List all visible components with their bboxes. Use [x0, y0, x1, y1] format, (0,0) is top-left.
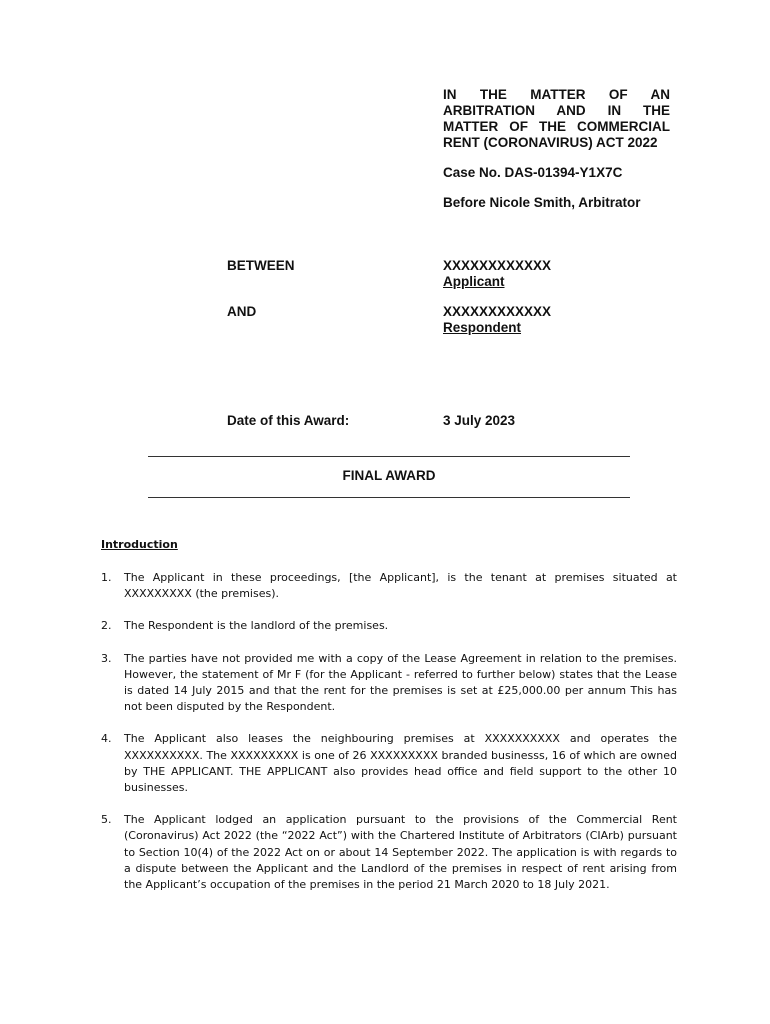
- matter-heading-block: [443, 87, 670, 211]
- award-date-value: 3 July 2023: [443, 413, 516, 428]
- between-label: BETWEEN: [227, 258, 295, 273]
- arbitrator-line: Before Nicole Smith, Arbitrator: [443, 195, 641, 210]
- respondent-name: XXXXXXXXXXXX: [443, 304, 552, 319]
- list-item: [101, 731, 677, 796]
- paragraph-text: The Respondent is the landlord of the premises.: [124, 619, 389, 633]
- paragraph-text: The Applicant in these proceedings, [the Applicant], is the tenant at premises situated at XXXXXXXXX (the premises).: [124, 571, 677, 601]
- paragraph-text: The Applicant lodged an application pursuant to the provisions of the Commercial Rent (Coronavirus) Act 2022 (the “2022 Act”) with the Chartered Institute of Arbitrators (CIArb) pursuant to Section 10(4) of the 2022 Act on or about 14 September 2022. The application is with regards to a dispute between the Applicant and the Landlord of the premises in respect of rent arising from the Applicant’s occupation of the premises in the period 21 March 2020 to 18 July 2021.: [124, 813, 677, 892]
- matter-title: IN THE MATTER OF AN ARBITRATION AND IN THE MATTER OF THE COMMERCIAL RENT (CORONAVIRUS) ACT 2022: [443, 87, 670, 150]
- applicant-role: Applicant: [443, 274, 505, 289]
- applicant-party: [443, 258, 551, 290]
- list-item: [101, 651, 677, 716]
- list-item: [101, 812, 677, 893]
- paragraph-number: 5.: [101, 813, 112, 827]
- list-item: [101, 618, 677, 634]
- case-number: Case No. DAS-01394-Y1X7C: [443, 165, 623, 180]
- paragraph-number: 4.: [101, 732, 112, 746]
- top-divider: [148, 456, 630, 457]
- respondent-party: [443, 304, 551, 336]
- and-label: AND: [227, 304, 257, 319]
- list-item: [101, 570, 677, 602]
- paragraph-text: The parties have not provided me with a copy of the Lease Agreement in relation to the premises. However, the statement of Mr F (for the Applicant - referred to further below) states that the Lease is dated 14 July 2015 and that the rent for the premises is set at £25,000.00 per annum This has not been disputed by the Respondent.: [124, 651, 677, 714]
- award-date-label: Date of this Award:: [227, 413, 350, 428]
- document-title: FINAL AWARD: [342, 468, 436, 483]
- section-heading: Introduction: [101, 538, 178, 551]
- bottom-divider: [148, 497, 630, 498]
- paragraph-number: 3.: [101, 651, 112, 665]
- paragraph-number: 1.: [101, 571, 112, 584]
- paragraph-list: [101, 570, 677, 909]
- respondent-role: Respondent: [443, 320, 522, 335]
- paragraph-number: 2.: [101, 619, 112, 633]
- paragraph-text: The Applicant also leases the neighbouring premises at XXXXXXXXXX and operates the XXXXXXXXXX. The XXXXXXXXX is one of 26 XXXXXXXXX branded businesss, 16 of which are owned by THE APPLICANT. THE APPLICANT also provides head office and field support to the other 10 businesses.: [124, 732, 677, 795]
- applicant-name: XXXXXXXXXXXX: [443, 258, 552, 273]
